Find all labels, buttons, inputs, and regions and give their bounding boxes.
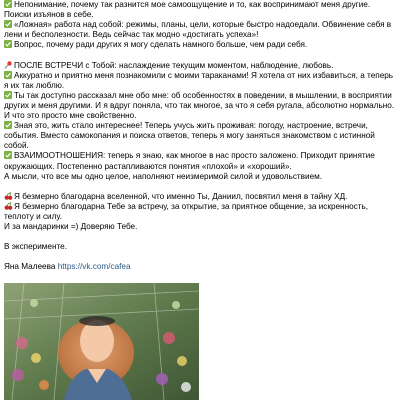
paragraph-after-5: А мысли, что все мы одно целое, наполняют неизмеримой силой и удовольствием.: [4, 171, 323, 181]
paragraph-thanks-1: [4, 192, 396, 202]
pushpin-icon: [4, 61, 13, 69]
paragraph-text: Аккуратно и приятно меня познакомили с моими тараканами! Я хотела от них избавиться, а теперь я их так люблю.: [4, 70, 394, 90]
paragraph-after-2: [4, 91, 396, 121]
author-line: [4, 262, 396, 272]
paragraph-text: Зная это, жить стало интереснее! Теперь учусь жить проживая: погоду, настроение, встречи, события. Вместо самокопания и поиска ответов, теперь я могу заняться знакомством с истинной собой.: [4, 121, 375, 151]
paragraph-thanks-2: [4, 202, 396, 222]
paragraph-before-2: [4, 20, 396, 40]
check-mark-icon: [4, 151, 12, 159]
paragraph-text: Вопрос, почему ради других я могу сделать намного больше, чем ради себя.: [14, 40, 308, 50]
check-mark-icon: [4, 40, 12, 48]
check-mark-icon: [4, 71, 12, 79]
check-mark-icon: [4, 91, 12, 99]
check-mark-icon: [4, 121, 12, 129]
author-name: Яна Малеева: [4, 262, 56, 272]
paragraph-text: «Ложная» работа над собой: режимы, планы, цели, которые быстро надоедали. Обвинение себя в лени и бесполезности. Ведь сейчас так модно «достигать успеха»!: [4, 20, 392, 40]
post-photo[interactable]: [4, 283, 199, 400]
paragraph-before-1: [4, 0, 396, 20]
paragraph-experiment: В эксперименте.: [4, 242, 67, 252]
paragraph-text: Ты так доступно рассказал мне обо мне: об особенностях в поведении, в мышлении, в восприятии других и меня другими. И я вдруг поняла, что так многое, за что я себя ругала, абсолютно нормально. И что это просто мне свойственно.: [4, 90, 395, 121]
check-mark-icon: [4, 0, 12, 8]
paragraph-after-4: [4, 151, 396, 171]
paragraph-after-heading: [4, 61, 396, 71]
paragraph-text: Я безмерно благодарна вселенной, что именно Ты, Даниил, посвятил меня в тайну ХД.: [14, 191, 348, 201]
paragraph-text: ВЗАИМООТНОШЕНИЯ: теперь я знаю, как многое в нас просто заложено. Приходит принятие окружающих. Постепенно растапливаются понятия «плохой» и «хороший».: [4, 151, 375, 171]
paragraph-text: Я безмерно благодарна Тебе за встречу, за открытие, за приятное общение, за искренность, теплоту и силу.: [4, 201, 369, 221]
cherries-icon: [4, 202, 13, 210]
author-profile-link[interactable]: https://vk.com/cafea: [57, 262, 131, 272]
cherries-icon: [4, 192, 13, 200]
paragraph-text: Непонимание, почему так разнится мое самоощущение и то, как воспринимают меня другие. Поиски изъянов в себе.: [4, 0, 371, 20]
paragraph-after-3: [4, 121, 396, 151]
paragraph-after-1: [4, 71, 396, 91]
paragraph-thanks-3: И за мандаринки =) Доверяю Тебе.: [4, 222, 138, 232]
post-text: [4, 0, 396, 273]
photo-image: [4, 283, 199, 400]
check-mark-icon: [4, 20, 12, 28]
paragraph-text: ПОСЛЕ ВСТРЕЧИ с Тобой: наслаждение текущим моментом, наблюдение, любовь.: [14, 60, 334, 70]
paragraph-before-3: [4, 40, 396, 50]
